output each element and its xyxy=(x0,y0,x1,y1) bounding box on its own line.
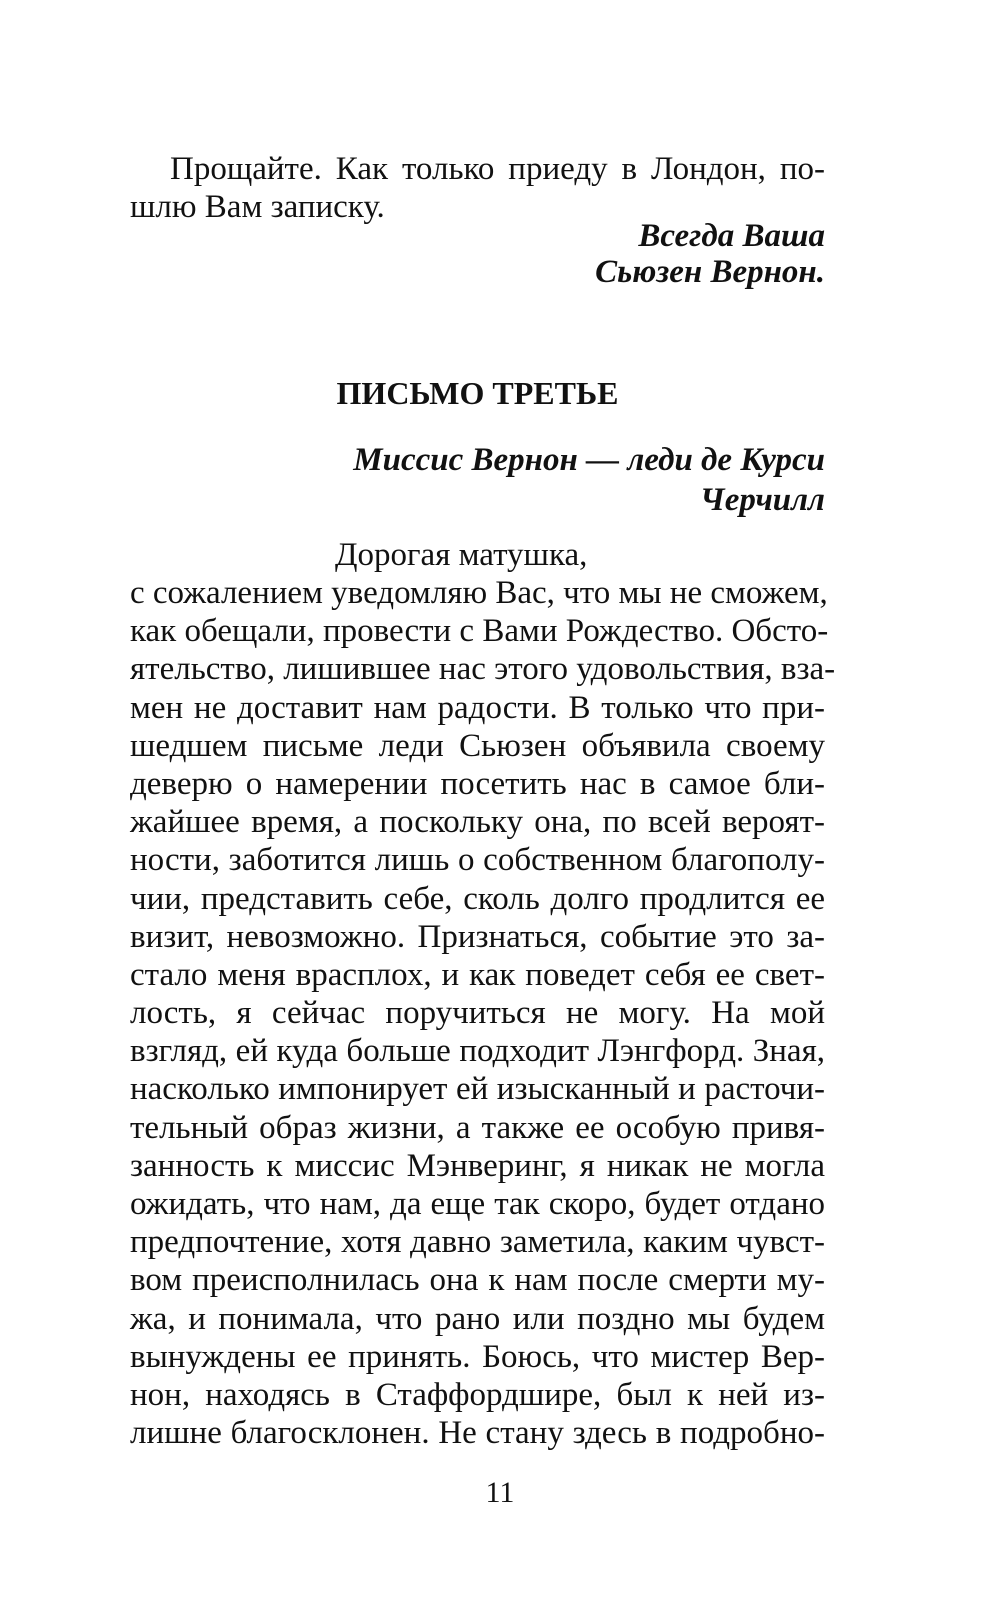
body-line: вынуждены ее принять. Боюсь, что мистер Вер- xyxy=(130,1338,825,1375)
body-line: ности, заботится лишь о собственном благополу- xyxy=(130,842,825,879)
signature: Сьюзен Вернон. xyxy=(595,254,825,290)
body-line: шедшем письме леди Сьюзен объявила своему xyxy=(130,727,825,764)
body-line: мен не доставит нам радости. В только что при- xyxy=(130,689,825,726)
address-line: Миссис Вернон — леди де Курси xyxy=(353,442,825,478)
body-line: ятельство, лишившее нас этого удовольствия, вза- xyxy=(130,651,836,688)
body-line: жа, и понимала, что рано или поздно мы будем xyxy=(130,1300,825,1337)
body-line: жайшее время, а поскольку она, по всей вероят- xyxy=(130,804,825,841)
closing-phrase: Всегда Ваша xyxy=(638,218,825,254)
page-number: 11 xyxy=(485,1476,515,1509)
body-line: чии, представить себе, сколь долго продлится ее xyxy=(130,880,825,917)
body-line: занность к миссис Мэнверинг, я никак не могла xyxy=(130,1147,825,1184)
body-line: стало меня врасплох, и как поведет себя ее свет- xyxy=(130,956,825,993)
body-line: насколько импонирует ей изысканный и расточи- xyxy=(130,1071,825,1108)
text-line: Прощайте. Как только приеду в Лондон, по- xyxy=(170,151,825,187)
body-line: лость, я сейчас поручиться не могу. На мой xyxy=(130,995,825,1032)
address-line: Черчилл xyxy=(700,482,825,518)
letter-title: ПИСЬМО ТРЕТЬЕ xyxy=(336,375,619,411)
body-line: взгляд, ей куда больше подходит Лэнгфорд. Зная, xyxy=(130,1033,825,1070)
body-line: визит, невозможно. Признаться, событие это за- xyxy=(130,918,825,955)
text-line: шлю Вам записку. xyxy=(130,189,385,225)
body-line: ожидать, что нам, да еще так скоро, будет отдано xyxy=(130,1186,825,1222)
letter-address xyxy=(130,440,825,520)
body-line: как обещали, провести с Вами Рождество. Обсто- xyxy=(130,613,829,650)
body-line: лишне благосклонен. Не стану здесь в подробно- xyxy=(130,1415,825,1452)
greeting-line: Дорогая матушка, xyxy=(335,537,588,573)
letter-greeting xyxy=(130,536,825,574)
previous-letter-ending xyxy=(130,150,825,226)
body-line: вом преисполнилась она к нам после смерти му- xyxy=(130,1262,825,1299)
body-line: с сожалением уведомляю Вас, что мы не сможем, xyxy=(130,575,828,611)
body-line: нон, находясь в Стаффордшире, был к ней из- xyxy=(130,1376,825,1413)
letter-closing xyxy=(130,218,825,290)
body-line: предпочтение, хотя давно заметила, каким чувст- xyxy=(130,1224,825,1261)
body-line: тельный образ жизни, а также ее особую привя- xyxy=(130,1109,825,1146)
letter-body xyxy=(130,574,836,1452)
body-line: деверю о намерении посетить нас в самое бли- xyxy=(130,765,825,802)
